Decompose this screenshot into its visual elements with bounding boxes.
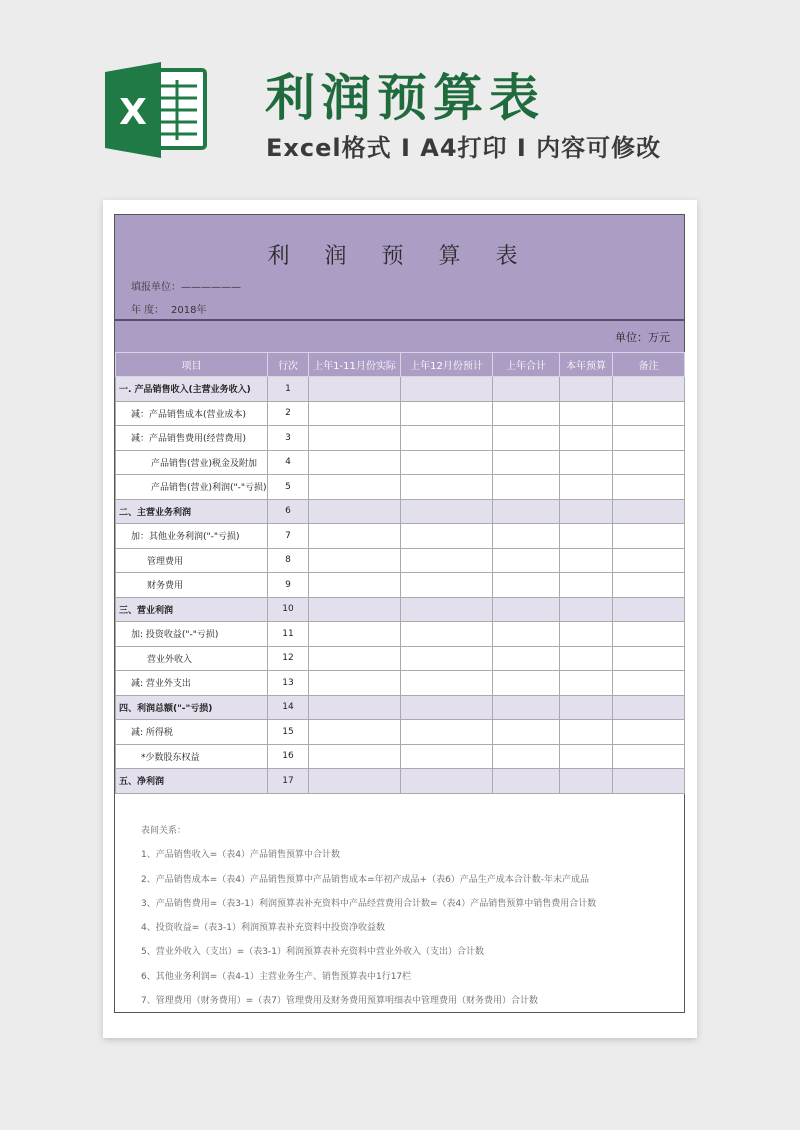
fill-year-row [131, 301, 206, 316]
cell-empty[interactable] [493, 720, 560, 745]
cell-empty[interactable] [613, 499, 685, 524]
cell-empty[interactable] [309, 646, 401, 671]
cell-item[interactable]: 减: 所得税 [116, 720, 268, 745]
cell-empty[interactable] [309, 426, 401, 451]
cell-item[interactable]: 五、净利润 [116, 769, 268, 794]
year-label: 年 度： [131, 305, 165, 316]
cell-empty[interactable] [401, 769, 493, 794]
cell-item[interactable]: 营业外收入 [116, 646, 268, 671]
cell-empty[interactable] [401, 548, 493, 573]
note-item: 7、管理费用（财务费用）=（表7）管理费用及财务费用预算明细表中管理费用（财务费用）合计数 [141, 996, 538, 1007]
cell-empty[interactable] [401, 401, 493, 426]
fill-unit-label: 填报单位：—————— [131, 282, 241, 293]
table-row [116, 377, 685, 402]
cell-empty[interactable] [560, 769, 613, 794]
cell-empty[interactable] [401, 426, 493, 451]
cell-item[interactable]: 四、利润总额("-"亏损) [116, 695, 268, 720]
cell-empty[interactable] [309, 671, 401, 696]
cell-item[interactable]: 减: 营业外支出 [116, 671, 268, 696]
col-header-prev-total: 上年合计 [493, 353, 560, 377]
table-body [116, 377, 685, 794]
cell-empty[interactable] [613, 401, 685, 426]
cell-empty[interactable] [613, 377, 685, 402]
col-header-prev-1-11-actual: 上年1-11月份实际 [309, 353, 401, 377]
table-row [116, 720, 685, 745]
unit-band [115, 319, 684, 352]
cell-empty[interactable] [401, 720, 493, 745]
note-item: 3、产品销售费用=（表3-1）利润预算表补充资料中产品经营费用合计数=（表4）产品销售预算中销售费用合计数 [141, 898, 597, 909]
cell-empty[interactable] [613, 426, 685, 451]
cell-empty[interactable] [401, 646, 493, 671]
cell-empty[interactable] [493, 475, 560, 500]
cell-row-number: 17 [268, 769, 309, 794]
cell-empty[interactable] [560, 499, 613, 524]
table-row [116, 695, 685, 720]
cell-empty[interactable] [613, 671, 685, 696]
cell-item[interactable]: 二、主营业务利润 [116, 499, 268, 524]
cell-empty[interactable] [309, 499, 401, 524]
cell-empty[interactable] [401, 475, 493, 500]
cell-empty[interactable] [401, 573, 493, 598]
cell-item[interactable]: 减：产品销售费用(经营费用) [116, 426, 268, 451]
note-item: 5、营业外收入（支出）=（表3-1）利润预算表补充资料中营业外收入（支出）合计数 [141, 947, 484, 958]
sheet-title: 利 润 预 算 表 [267, 244, 532, 269]
col-header-this-year-budget: 本年预算 [560, 353, 613, 377]
cell-row-number: 10 [268, 597, 309, 622]
cell-empty[interactable] [613, 646, 685, 671]
table-row [116, 499, 685, 524]
table-row [116, 475, 685, 500]
cell-item[interactable]: 一. 产品销售收入(主营业务收入) [116, 377, 268, 402]
cell-row-number: 12 [268, 646, 309, 671]
note-item: 4、投资收益=（表3-1）利润预算表补充资料中投资净收益数 [141, 923, 385, 934]
cell-empty[interactable] [613, 695, 685, 720]
cell-item[interactable]: 财务费用 [116, 573, 268, 598]
table-row [116, 524, 685, 549]
cell-empty[interactable] [309, 524, 401, 549]
cell-empty[interactable] [493, 671, 560, 696]
cell-row-number: 4 [268, 450, 309, 475]
col-header-prev-12-estimate: 上年12月份预计 [401, 353, 493, 377]
cell-empty[interactable] [493, 597, 560, 622]
cell-row-number: 13 [268, 671, 309, 696]
cell-row-number: 2 [268, 401, 309, 426]
cell-empty[interactable] [560, 377, 613, 402]
cell-empty[interactable] [560, 573, 613, 598]
cell-row-number: 14 [268, 695, 309, 720]
table-row [116, 401, 685, 426]
table-row [116, 622, 685, 647]
cell-empty[interactable] [309, 450, 401, 475]
cell-row-number: 5 [268, 475, 309, 500]
table-header-row [116, 353, 685, 377]
spreadsheet [114, 214, 685, 1013]
cell-row-number: 16 [268, 744, 309, 769]
cell-empty[interactable] [560, 524, 613, 549]
cell-row-number: 7 [268, 524, 309, 549]
cell-empty[interactable] [401, 597, 493, 622]
cell-empty[interactable] [613, 597, 685, 622]
cell-empty[interactable] [560, 720, 613, 745]
cell-empty[interactable] [493, 573, 560, 598]
cell-row-number: 15 [268, 720, 309, 745]
cell-empty[interactable] [401, 499, 493, 524]
table-row [116, 426, 685, 451]
cell-empty[interactable] [560, 744, 613, 769]
cell-empty[interactable] [401, 377, 493, 402]
cell-empty[interactable] [309, 744, 401, 769]
cell-empty[interactable] [493, 548, 560, 573]
cell-empty[interactable] [493, 695, 560, 720]
cell-empty[interactable] [401, 524, 493, 549]
cell-item[interactable]: 产品销售(营业)税金及附加 [116, 450, 268, 475]
cell-empty[interactable] [309, 573, 401, 598]
cell-empty[interactable] [613, 548, 685, 573]
cell-empty[interactable] [493, 646, 560, 671]
cell-empty[interactable] [401, 671, 493, 696]
table-row [116, 573, 685, 598]
col-header-item: 项目 [116, 353, 268, 377]
table-row [116, 548, 685, 573]
unit-label: 单位：万元 [615, 331, 670, 344]
cell-empty[interactable] [493, 401, 560, 426]
cell-empty[interactable] [401, 622, 493, 647]
col-header-remarks: 备注 [613, 353, 685, 377]
cell-empty[interactable] [560, 426, 613, 451]
cell-empty[interactable] [401, 450, 493, 475]
cell-row-number: 3 [268, 426, 309, 451]
cell-item[interactable]: *少数股东权益 [116, 744, 268, 769]
sheet-header-band [115, 215, 684, 319]
cell-item[interactable]: 加：其他业务利润("-"亏损) [116, 524, 268, 549]
excel-logo-icon [103, 56, 211, 164]
cell-empty[interactable] [560, 401, 613, 426]
cell-empty[interactable] [493, 622, 560, 647]
cell-empty[interactable] [560, 646, 613, 671]
cell-empty[interactable] [613, 573, 685, 598]
note-item: 6、其他业务利润=（表4-1）主营业务生产、销售预算表中1行17栏 [141, 971, 412, 982]
cell-empty[interactable] [613, 475, 685, 500]
cell-item[interactable]: 管理费用 [116, 548, 268, 573]
cell-empty[interactable] [309, 622, 401, 647]
cell-empty[interactable] [493, 499, 560, 524]
cell-empty[interactable] [309, 720, 401, 745]
cell-empty[interactable] [613, 744, 685, 769]
cell-item[interactable]: 三、营业利润 [116, 597, 268, 622]
cell-row-number: 11 [268, 622, 309, 647]
cell-item[interactable]: 减：产品销售成本(营业成本) [116, 401, 268, 426]
cell-empty[interactable] [613, 622, 685, 647]
document-paper [103, 200, 697, 1038]
cell-row-number: 1 [268, 377, 309, 402]
page-subtitle: Excel格式 I A4打印 I 内容可修改 [266, 134, 662, 162]
cell-empty[interactable] [493, 450, 560, 475]
col-header-row-no: 行次 [268, 353, 309, 377]
cell-empty[interactable] [309, 475, 401, 500]
excel-logo-letter: X [119, 92, 147, 133]
table-row [116, 744, 685, 769]
cell-empty[interactable] [401, 695, 493, 720]
table-row [116, 769, 685, 794]
cell-empty[interactable] [309, 401, 401, 426]
cell-empty[interactable] [309, 597, 401, 622]
table-row [116, 671, 685, 696]
cell-empty[interactable] [401, 744, 493, 769]
cell-empty[interactable] [493, 769, 560, 794]
cell-empty[interactable] [493, 744, 560, 769]
table-row [116, 646, 685, 671]
cell-empty[interactable] [613, 720, 685, 745]
cell-empty[interactable] [309, 769, 401, 794]
cell-row-number: 6 [268, 499, 309, 524]
cell-empty[interactable] [560, 548, 613, 573]
note-item: 2、产品销售成本=（表4）产品销售预算中产品销售成本=年初产成品+（表6）产品生产成本合计数-年末产成品 [141, 874, 590, 885]
table-row [116, 597, 685, 622]
cell-empty[interactable] [309, 377, 401, 402]
budget-table [115, 352, 685, 794]
cell-empty[interactable] [560, 695, 613, 720]
cell-empty[interactable] [613, 769, 685, 794]
cell-row-number: 9 [268, 573, 309, 598]
table-row [116, 450, 685, 475]
cell-empty[interactable] [560, 475, 613, 500]
cell-empty[interactable] [560, 622, 613, 647]
cell-empty[interactable] [613, 524, 685, 549]
cell-empty[interactable] [493, 524, 560, 549]
cell-empty[interactable] [560, 450, 613, 475]
cell-item[interactable]: 产品销售(营业)利润("-"亏损) [116, 475, 268, 500]
notes-heading: 表间关系： [141, 826, 187, 836]
page-title: 利润预算表 [265, 69, 545, 127]
cell-empty[interactable] [560, 597, 613, 622]
note-item: 1、产品销售收入=（表4）产品销售预算中合计数 [141, 850, 340, 861]
year-value: 2018年 [171, 305, 207, 316]
notes-section [141, 819, 681, 1013]
cell-empty[interactable] [560, 671, 613, 696]
cell-empty[interactable] [309, 695, 401, 720]
cell-item[interactable]: 加: 投资收益("-"亏损) [116, 622, 268, 647]
cell-row-number: 8 [268, 548, 309, 573]
cell-empty[interactable] [613, 450, 685, 475]
cell-empty[interactable] [493, 377, 560, 402]
cell-empty[interactable] [309, 548, 401, 573]
cell-empty[interactable] [493, 426, 560, 451]
